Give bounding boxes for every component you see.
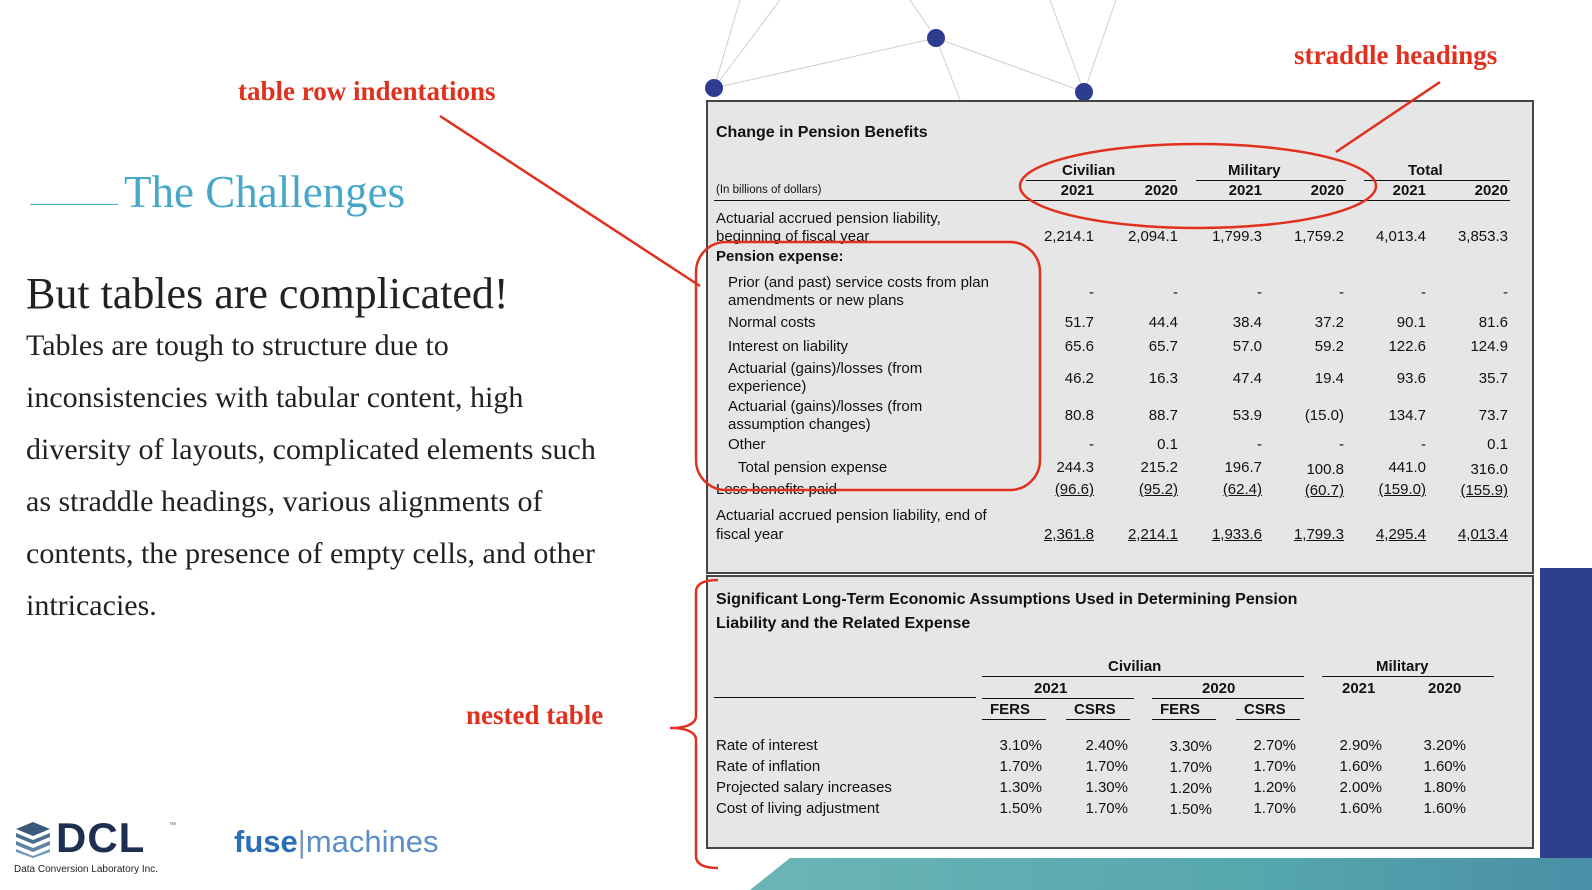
accent-band-teal — [750, 858, 1592, 890]
fuse-word: fuse — [234, 824, 298, 859]
network-node — [705, 79, 723, 97]
row-label: Actuarial accrued pension liability, — [716, 210, 941, 227]
label-rule — [714, 697, 976, 698]
cell: 1,759.2 — [1293, 228, 1344, 245]
cell: 80.8 — [1064, 407, 1094, 424]
cell: 59.2 — [1314, 338, 1344, 355]
cell: 1,799.3 — [1293, 526, 1344, 543]
annotation-straddle-headings: straddle headings — [1294, 40, 1498, 70]
machines-word: machines — [305, 824, 439, 859]
cell: 51.7 — [1064, 314, 1094, 331]
cell: 35.7 — [1478, 370, 1508, 387]
dcl-trademark: ™ — [169, 822, 176, 829]
slide-body: Tables are tough to structure due to inconsistencies with tabular content, high diversity of layouts, complicated elements such as straddle headings, various alignments of contents, the presence of empty cells, and other intricacies. — [26, 329, 596, 622]
cell: 1.80% — [1423, 779, 1466, 796]
cell: 65.6 — [1064, 338, 1094, 355]
year-rule — [982, 698, 1134, 699]
cell: 16.3 — [1148, 370, 1178, 387]
cell: - — [1339, 436, 1344, 453]
cell: 2.00% — [1339, 779, 1382, 796]
cell: (95.2) — [1138, 481, 1178, 498]
civ-year-header: 2021 — [1034, 680, 1068, 697]
cell: 215.2 — [1140, 459, 1178, 476]
cell: 1,933.6 — [1211, 526, 1262, 543]
annotation-row-indentations: table row indentations — [238, 76, 496, 106]
cell: 1.30% — [1085, 779, 1128, 796]
row-label: Rate of interest — [716, 737, 818, 754]
row-label: Prior (and past) service costs from plan — [728, 274, 989, 291]
cell: 57.0 — [1232, 338, 1262, 355]
cell: 316.0 — [1470, 461, 1508, 478]
cell: 37.2 — [1314, 314, 1344, 331]
cell: 65.7 — [1148, 338, 1178, 355]
year-header: 2021 — [1392, 182, 1426, 199]
mil-year-header: 2020 — [1428, 680, 1462, 697]
cell: - — [1503, 284, 1508, 301]
year-header: 2021 — [1228, 182, 1262, 199]
straddle-rule-military — [1196, 180, 1346, 181]
cell: 1.70% — [1169, 759, 1212, 776]
cell: 1.70% — [1085, 800, 1128, 817]
fuse-separator: | — [297, 824, 306, 859]
cell: 46.2 — [1064, 370, 1094, 387]
cell: 3,853.3 — [1457, 228, 1508, 245]
cell: 44.4 — [1148, 314, 1178, 331]
straddle-rule-civilian — [1026, 180, 1176, 181]
row-label: Other — [728, 436, 766, 453]
cell: 2.90% — [1339, 737, 1382, 754]
row-label: Actuarial (gains)/losses (from — [728, 398, 923, 415]
row-label: Total pension expense — [738, 459, 888, 476]
cell: - — [1257, 284, 1262, 301]
plan-rule — [1152, 719, 1216, 720]
row-label: Interest on liability — [728, 338, 849, 355]
cell: - — [1257, 436, 1262, 453]
cell: 134.7 — [1388, 407, 1426, 424]
year-header: 2020 — [1144, 182, 1178, 199]
cell: - — [1421, 436, 1426, 453]
row-label: Normal costs — [728, 314, 816, 331]
straddle-rule-total — [1364, 180, 1510, 181]
group-civilian: Civilian — [1108, 658, 1162, 675]
plan-rule — [1236, 719, 1300, 720]
cell: 1.20% — [1253, 779, 1296, 796]
cell: 19.4 — [1314, 370, 1344, 387]
network-node — [1075, 83, 1093, 101]
plan-rule — [982, 719, 1046, 720]
plan-header: CSRS — [1244, 701, 1286, 718]
cell: 1.50% — [999, 800, 1042, 817]
year-rule — [1152, 698, 1304, 699]
row-label-cont: fiscal year — [716, 526, 784, 543]
cell: 1.70% — [1253, 758, 1296, 775]
cell: - — [1173, 284, 1178, 301]
cell: 441.0 — [1388, 459, 1426, 476]
plan-header: FERS — [1160, 701, 1201, 718]
group-civilian: Civilian — [1062, 162, 1116, 179]
cell: 1.60% — [1339, 800, 1382, 817]
cell: 1.60% — [1423, 800, 1466, 817]
row-label: Cost of living adjustment — [716, 800, 880, 817]
cell: (60.7) — [1304, 482, 1344, 499]
table2-title-line2: Liability and the Related Expense — [716, 615, 971, 632]
fuse-machines-logo — [234, 824, 439, 860]
year-header: 2020 — [1474, 182, 1508, 199]
cell: 88.7 — [1148, 407, 1178, 424]
cell: 122.6 — [1388, 338, 1426, 355]
row-label: Rate of inflation — [716, 758, 821, 775]
group-total: Total — [1408, 162, 1443, 179]
economic-assumptions-table — [706, 575, 1534, 849]
cell: 2,094.1 — [1127, 228, 1178, 245]
cell: 1.60% — [1423, 758, 1466, 775]
table1-title: Change in Pension Benefits — [716, 124, 928, 141]
slide-headline: But tables are complicated! — [26, 269, 509, 318]
cell: (62.4) — [1222, 481, 1262, 498]
cell: 2,214.1 — [1127, 526, 1178, 543]
cell: 124.9 — [1470, 338, 1508, 355]
straddle-rule-military — [1322, 676, 1494, 677]
dcl-stack-icon — [14, 820, 52, 858]
title-rule — [30, 204, 118, 205]
cell: 81.6 — [1478, 314, 1508, 331]
section-header: Pension expense: — [716, 248, 844, 265]
civ-year-header: 2020 — [1202, 680, 1236, 697]
cell: 0.1 — [1487, 436, 1508, 453]
cell: (155.9) — [1460, 482, 1508, 499]
year-header: 2020 — [1310, 182, 1344, 199]
cell: 1.30% — [999, 779, 1042, 796]
plan-header: FERS — [990, 701, 1031, 718]
slide-title: The Challenges — [124, 167, 406, 217]
row-label-cont: amendments or new plans — [728, 292, 904, 309]
row-label: Actuarial (gains)/losses (from — [728, 360, 923, 377]
cell: 4,013.4 — [1375, 228, 1426, 245]
group-military: Military — [1376, 658, 1429, 675]
cell: 1.70% — [1253, 800, 1296, 817]
cell: 47.4 — [1232, 370, 1262, 387]
cell: 3.10% — [999, 737, 1042, 754]
row-label: Less benefits paid — [716, 481, 837, 498]
dcl-name: DCL — [56, 814, 146, 861]
cell: 1.20% — [1169, 780, 1212, 797]
table1-unit: (In billions of dollars) — [716, 184, 822, 196]
straddle-rule-civilian — [982, 676, 1304, 677]
cell: 73.7 — [1478, 407, 1508, 424]
cell: - — [1421, 284, 1426, 301]
cell: 1,799.3 — [1211, 228, 1262, 245]
cell: 2.40% — [1085, 737, 1128, 754]
accent-band-blue — [1540, 568, 1592, 868]
cell: 4,013.4 — [1457, 526, 1508, 543]
row-label-cont: experience) — [728, 378, 807, 395]
cell: (159.0) — [1378, 481, 1426, 498]
cell: (15.0) — [1304, 407, 1344, 424]
cell: 1.70% — [1085, 758, 1128, 775]
row-label: Actuarial accrued pension liability, end of — [716, 507, 987, 524]
row-label-cont: assumption changes) — [728, 416, 871, 433]
cell: 53.9 — [1232, 407, 1262, 424]
cell: 244.3 — [1056, 459, 1094, 476]
cell: - — [1339, 284, 1344, 301]
cell: 1.70% — [999, 758, 1042, 775]
mil-year-header: 2021 — [1342, 680, 1376, 697]
cell: - — [1089, 284, 1094, 301]
row-label-cont: beginning of fiscal year — [716, 228, 870, 245]
cell: (96.6) — [1054, 481, 1094, 498]
cell: 2,361.8 — [1043, 526, 1094, 543]
network-node — [927, 29, 945, 47]
cell: 2,214.1 — [1043, 228, 1094, 245]
dcl-logo — [14, 814, 176, 878]
table2-title-line1: Significant Long-Term Economic Assumptions Used in Determining Pension — [716, 591, 1298, 608]
cell: 3.30% — [1169, 738, 1212, 755]
indent-pointer-line — [440, 116, 700, 286]
cell: 2.70% — [1253, 737, 1296, 754]
group-military: Military — [1228, 162, 1281, 179]
plan-rule — [1066, 719, 1130, 720]
plan-header: CSRS — [1074, 701, 1116, 718]
cell: 3.20% — [1423, 737, 1466, 754]
cell: 4,295.4 — [1375, 526, 1426, 543]
pension-benefits-table — [706, 100, 1534, 574]
cell: 196.7 — [1224, 459, 1262, 476]
dcl-subtitle: Data Conversion Laboratory Inc. — [14, 864, 158, 875]
cell: 1.50% — [1169, 801, 1212, 818]
cell: 100.8 — [1306, 461, 1344, 478]
row-label: Projected salary increases — [716, 779, 892, 796]
cell: - — [1089, 436, 1094, 453]
year-header: 2021 — [1060, 182, 1094, 199]
cell: 1.60% — [1339, 758, 1382, 775]
cell: 0.1 — [1157, 436, 1178, 453]
cell: 90.1 — [1396, 314, 1426, 331]
cell: 38.4 — [1232, 314, 1262, 331]
header-rule — [714, 200, 1510, 201]
annotation-nested-table: nested table — [466, 700, 604, 730]
cell: 93.6 — [1396, 370, 1426, 387]
